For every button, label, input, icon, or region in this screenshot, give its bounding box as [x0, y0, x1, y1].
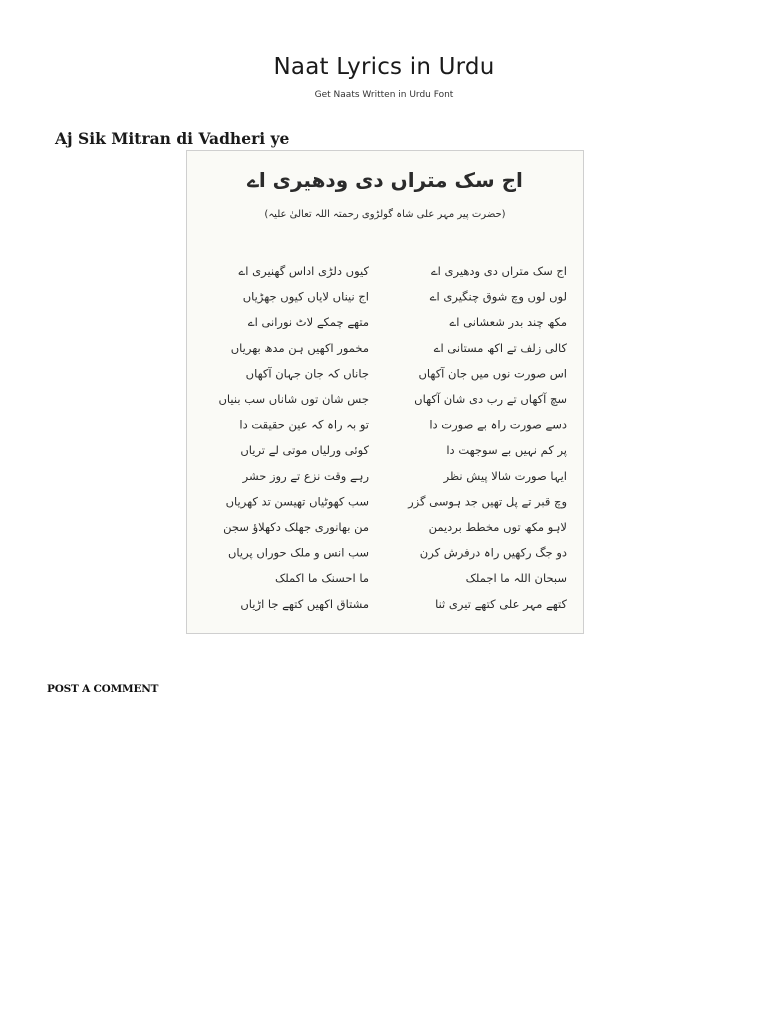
- lyrics-line-left: رہے وقت نزع تے روز حشر: [242, 468, 369, 483]
- lyrics-line-left: من بھانوری جھلک دکھلاؤ سجن: [223, 520, 369, 534]
- lyrics-line-left: تو بہ راہ کہ عین حقیقت دا: [239, 417, 369, 432]
- lyrics-line-right: لوں لوں وچ شوق چنگیری اے: [429, 289, 567, 304]
- lyrics-line-left: مشتاق اکھیں کتھے جا اڑیاں: [240, 596, 369, 611]
- lyrics-line-right: کالی زلف تے اکھ مستانی اے: [433, 340, 567, 355]
- lyrics-line-left: کیوں دلڑی اداس گھنیری اے: [238, 264, 369, 278]
- lyrics-scan-svg: [187, 151, 583, 633]
- post-title[interactable]: Aj Sik Mitran di Vadheri ye: [55, 129, 290, 148]
- lyrics-line-right: وچ قبر تے پل تھیں جد ہوسی گزر: [408, 494, 567, 509]
- lyrics-line-left: سب کھوٹیاں تھیسن تد کھریاں: [225, 494, 369, 509]
- lyrics-subheading: (حضرت پیر مہر علی شاہ گولڑوی رحمتہ اللہ تعالیٰ علیہ): [264, 209, 506, 220]
- lyrics-line-right: پر کم نہیں بے سوجھت دا: [446, 443, 567, 458]
- lyrics-line-right: اج سک متراں دی ودھیری اے: [430, 264, 567, 278]
- site-tagline: Get Naats Written in Urdu Font: [314, 90, 454, 100]
- lyrics-line-left: ما احسنک ما اکملک: [274, 571, 369, 586]
- lyrics-line-left: کوئی ورلیاں موتی لے تریاں: [240, 443, 369, 458]
- lyrics-line-left: سب انس و ملک حوراں پریاں: [227, 545, 369, 560]
- lyrics-line-left: اج نیناں لایاں کیوں جھڑیاں: [242, 289, 369, 304]
- lyrics-line-right: سبحان اللہ ما اجملک: [465, 571, 567, 586]
- site-title[interactable]: Naat Lyrics in Urdu: [273, 54, 495, 80]
- lyrics-line-right: کتھے مہر علی کتھے تیری ثنا: [435, 596, 567, 611]
- lyrics-line-left: مخمور اکھیں ہن مدھ بھریاں: [230, 340, 369, 355]
- site-header: [0, 50, 768, 102]
- lyrics-line-right: دسے صورت راہ بے صورت دا: [429, 417, 567, 432]
- lyrics-line-left: جاناں کہ جان جہان آکھاں: [245, 366, 369, 381]
- lyrics-line-right: دو جگ رکھیں راہ درفرش کرن: [419, 545, 567, 560]
- lyrics-line-right: لاہو مکھ توں مخطط بردیمن: [428, 520, 567, 534]
- lyrics-scan-image: [186, 150, 584, 634]
- post-comment-link[interactable]: POST A COMMENT: [47, 683, 159, 695]
- lyrics-heading: اج سک متراں دی ودھیری اے: [247, 168, 523, 192]
- lyrics-line-right: ایہا صورت شالا پیش نظر: [443, 468, 567, 483]
- lyrics-line-left: متھے چمکے لاٹ نورانی اے: [247, 315, 369, 330]
- lyrics-line-left: جس شان توں شاناں سب بنیاں: [218, 392, 369, 406]
- lyrics-line-right: اس صورت نوں میں جان آکھاں: [418, 366, 567, 381]
- lyrics-line-right: سچ آکھاں تے رب دی شان آکھاں: [414, 392, 567, 406]
- lyrics-line-right: مکھ چند بدر شعشانی اے: [449, 315, 567, 330]
